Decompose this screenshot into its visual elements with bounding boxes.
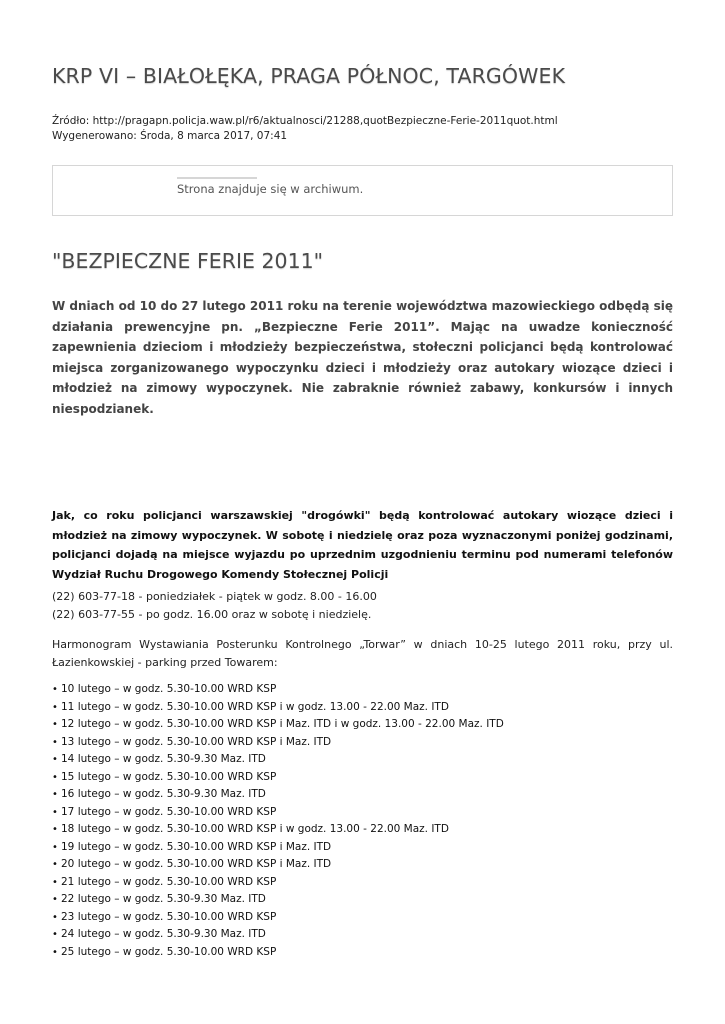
bullet-icon: • — [52, 911, 58, 923]
bullet-icon: • — [52, 929, 58, 940]
schedule-item-text: 19 lutego – w godz. 5.30-10.00 WRD KSP i Maz. ITD — [61, 840, 332, 853]
generated-line: Wygenerowano: Środa, 8 marca 2017, 07:41 — [52, 130, 288, 142]
schedule-item-text: 10 lutego – w godz. 5.30-10.00 WRD KSP — [61, 683, 277, 695]
schedule-item-text: 13 lutego – w godz. 5.30-10.00 WRD KSP i Maz. ITD — [61, 735, 332, 748]
schedule-item-text: 24 lutego – w godz. 5.30-9.30 Maz. ITD — [61, 928, 266, 940]
schedule-item — [52, 821, 504, 839]
bullet-icon: • — [52, 701, 58, 713]
schedule-item-text: 20 lutego – w godz. 5.30-10.00 WRD KSP i Maz. ITD — [61, 858, 332, 870]
schedule-item-text: 12 lutego – w godz. 5.30-10.00 WRD KSP i Maz. ITD i w godz. 13.00 - 22.00 Maz. ITD — [61, 718, 504, 730]
archive-notice-box — [52, 165, 673, 216]
bullet-icon: • — [52, 946, 58, 958]
site-title: KRP VI – BIAŁOŁĘKA, PRAGA PÓŁNOC, TARGÓWEK — [52, 64, 566, 88]
schedule-item-text: 14 lutego – w godz. 5.30-9.30 Maz. ITD — [61, 753, 266, 765]
bullet-icon: • — [52, 754, 58, 765]
bullet-icon: • — [52, 859, 58, 870]
schedule-item-text: 17 lutego – w godz. 5.30-10.00 WRD KSP — [61, 805, 277, 818]
schedule-item — [52, 786, 504, 804]
phone-line: (22) 603-77-55 - po godz. 16.00 oraz w sobotę i niedzielę. — [52, 608, 372, 621]
phone-line: (22) 603-77-18 - poniedziałek - piątek w godz. 8.00 - 16.00 — [52, 590, 377, 603]
bullet-icon: • — [52, 841, 58, 853]
schedule-item-text: 16 lutego – w godz. 5.30-9.30 Maz. ITD — [61, 788, 266, 800]
schedule-item — [52, 891, 504, 909]
schedule-item — [52, 909, 504, 927]
schedule-item-text: 23 lutego – w godz. 5.30-10.00 WRD KSP — [61, 910, 277, 923]
archive-divider — [177, 177, 257, 179]
schedule-item — [52, 769, 504, 787]
schedule-item-text: 11 lutego – w godz. 5.30-10.00 WRD KSP i w godz. 13.00 - 22.00 Maz. ITD — [61, 700, 449, 713]
article-paragraph-bold: Jak, co roku policjanci warszawskiej "drogówki" będą kontrolować autokary wiozące dzieci i młodzież na zimowy wypoczynek. W sobotę i niedzielę oraz poza wyznaczonymi poniżej godzinami, policjanci dojadą na miejsce wyjazdu po uprzednim uzgodnieniu terminu pod numerami telefonów Wydział Ruchu Drogowego Komendy Stołecznej Policji — [52, 509, 673, 581]
article-lead: W dniach od 10 do 27 lutego 2011 roku na terenie województwa mazowieckiego odbędą się działania prewencyjne pn. „Bezpieczne Ferie 2011”. Mając na uwadze konieczność zapewnienia dzieciom i młodzieży bezpieczeństwa, stołeczni policjanci będą kontrolować miejsca zorganizowanego wypoczynku dzieci i młodzieży oraz autokary wiozące dzieci i młodzież na zimowy wypoczynek. Nie zabraknie również zabawy, konkursów i innych niespodzianek. — [52, 299, 674, 416]
bullet-icon: • — [52, 719, 58, 730]
schedule-item — [52, 804, 504, 822]
bullet-icon: • — [52, 736, 58, 748]
schedule-item — [52, 856, 504, 874]
article-title: "BEZPIECZNE FERIE 2011" — [52, 249, 324, 273]
schedule-list — [52, 681, 504, 961]
document-meta — [52, 114, 558, 144]
bullet-icon: • — [52, 806, 58, 818]
schedule-item — [52, 699, 504, 717]
schedule-item-text: 15 lutego – w godz. 5.30-10.00 WRD KSP — [61, 770, 277, 783]
schedule-item — [52, 681, 504, 699]
bullet-icon: • — [52, 684, 58, 695]
harmonogram-intro: Harmonogram Wystawiania Posterunku Kontrolnego „Torwar” w dniach 10-25 lutego 2011 roku, przy ul. Łazienkowskiej - parking przed Towarem: — [52, 638, 673, 669]
schedule-item — [52, 839, 504, 857]
phone-list — [52, 588, 377, 624]
bullet-icon: • — [52, 789, 58, 800]
schedule-item — [52, 751, 504, 769]
bullet-icon: • — [52, 894, 58, 905]
schedule-item — [52, 734, 504, 752]
schedule-item-text: 22 lutego – w godz. 5.30-9.30 Maz. ITD — [61, 893, 266, 905]
schedule-item-text: 18 lutego – w godz. 5.30-10.00 WRD KSP i w godz. 13.00 - 22.00 Maz. ITD — [61, 823, 449, 835]
bullet-icon: • — [52, 824, 58, 835]
source-line: Źródło: http://pragapn.policja.waw.pl/r6/aktualnosci/21288,quotBezpieczne-Ferie-2011quot.html — [52, 115, 558, 127]
schedule-item — [52, 926, 504, 944]
bullet-icon: • — [52, 771, 58, 783]
schedule-item — [52, 716, 504, 734]
schedule-item-text: 21 lutego – w godz. 5.30-10.00 WRD KSP — [61, 875, 277, 888]
schedule-item — [52, 944, 504, 962]
schedule-item — [52, 874, 504, 892]
schedule-item-text: 25 lutego – w godz. 5.30-10.00 WRD KSP — [61, 945, 277, 958]
bullet-icon: • — [52, 876, 58, 888]
archive-notice: Strona znajduje się w archiwum. — [177, 182, 364, 196]
